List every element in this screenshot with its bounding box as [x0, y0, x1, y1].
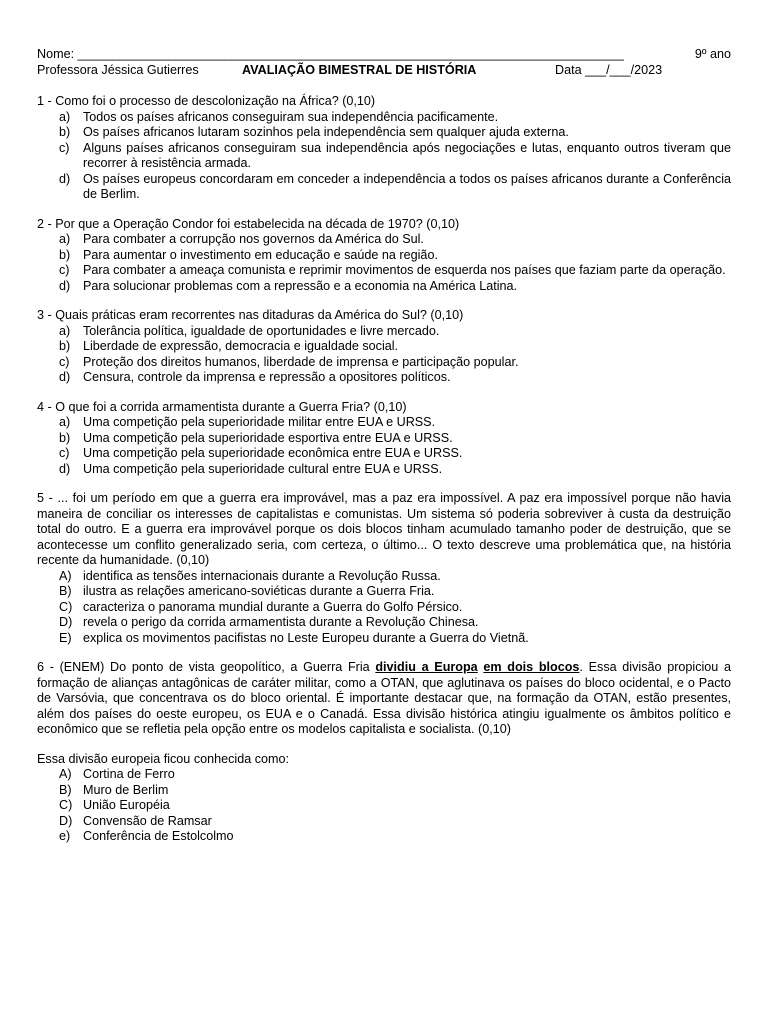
option-text: Para combater a ameaça comunista e reprimir movimentos de esquerda nos países que faziam parte da operação.	[83, 263, 726, 277]
option-marker: c)	[59, 446, 70, 460]
option-item	[37, 814, 731, 830]
option-item	[37, 248, 731, 264]
option-marker: B)	[59, 584, 72, 598]
option-marker: b)	[59, 247, 71, 262]
option-text: Muro de Berlim	[83, 782, 169, 797]
option-text: Os países africanos lutaram sozinhos pela independência sem qualquer ajuda externa.	[83, 125, 569, 139]
option-text: Todos os países africanos conseguiram sua independência pacificamente.	[83, 109, 499, 124]
option-marker: a)	[59, 415, 71, 429]
option-text: Alguns países africanos conseguiram sua independência após negociações e lutas, enquanto outros tiveram que recorrer à resistência armada.	[83, 140, 731, 170]
option-item	[37, 829, 731, 845]
option-item	[37, 279, 731, 295]
option-item	[37, 798, 731, 814]
option-item	[37, 415, 731, 431]
option-marker: c)	[59, 140, 70, 155]
question-title	[37, 660, 731, 738]
option-marker: c)	[59, 354, 70, 369]
option-text: Para solucionar problemas com a repressão e a economia na América Latina.	[83, 278, 518, 293]
option-marker: A)	[59, 767, 72, 781]
question-title: 1 - Como foi o processo de descolonização na África? (0,10)	[37, 94, 376, 108]
option-text: Uma competição pela superioridade militar entre EUA e URSS.	[83, 415, 436, 429]
grade-label: 9º ano	[694, 47, 731, 61]
option-text: Uma competição pela superioridade econômica entre EUA e URSS.	[83, 446, 463, 460]
option-item	[37, 339, 731, 355]
option-text: Censura, controle da imprensa e repressão a opositores políticos.	[83, 370, 451, 384]
option-marker: C)	[59, 599, 73, 614]
option-marker: a)	[59, 323, 71, 338]
option-text: Cortina de Ferro	[83, 767, 175, 781]
option-item	[37, 141, 731, 172]
option-text: Tolerância política, igualdade de oportunidades e livre mercado.	[83, 323, 440, 338]
option-marker: C)	[59, 798, 73, 812]
option-item	[37, 110, 731, 126]
question-4	[37, 400, 731, 478]
option-marker: b)	[59, 430, 71, 445]
question-title: 3 - Quais práticas eram recorrentes nas ditaduras da América do Sul? (0,10)	[37, 308, 464, 322]
option-text: Conferência de Estolcolmo	[83, 829, 234, 843]
option-item	[37, 783, 731, 799]
option-marker: d)	[59, 278, 71, 293]
option-item	[37, 431, 731, 447]
q6-text-part1: 6 - (ENEM) Do ponto de vista geopolítico, a Guerra Fria	[37, 660, 376, 674]
option-item	[37, 584, 731, 600]
option-item	[37, 370, 731, 386]
header-row-title	[37, 63, 731, 79]
question-6	[37, 660, 731, 845]
option-item	[37, 462, 731, 478]
option-text: Os países europeus concordaram em conceder a independência a todos os países africanos durante a Conferência de Berlim.	[83, 171, 731, 201]
option-item	[37, 631, 731, 647]
option-item	[37, 263, 731, 279]
option-marker: d)	[59, 370, 71, 384]
option-marker: c)	[59, 263, 70, 277]
teacher-name: Professora Jéssica Gutierres	[37, 63, 199, 77]
option-text: União Européia	[83, 798, 170, 812]
q6-underlined-2: em dois blocos	[483, 660, 580, 674]
option-text: Proteção dos direitos humanos, liberdade de imprensa e participação popular.	[83, 354, 519, 369]
option-item	[37, 125, 731, 141]
question-list	[37, 94, 731, 845]
option-item	[37, 172, 731, 203]
question-2	[37, 217, 731, 295]
option-text: Convensão de Ramsar	[83, 813, 212, 828]
option-item	[37, 355, 731, 371]
option-text: Uma competição pela superioridade cultural entre EUA e URSS.	[83, 461, 443, 476]
option-item	[37, 324, 731, 340]
option-marker: E)	[59, 630, 72, 645]
date-field: Data ___/___/2023	[555, 63, 663, 77]
option-marker: A)	[59, 568, 72, 583]
name-field-label: Nome: ______________________________________________________________________________	[37, 47, 624, 61]
option-item	[37, 600, 731, 616]
option-marker: B)	[59, 782, 72, 797]
option-marker: b)	[59, 125, 71, 139]
option-marker: D)	[59, 813, 73, 828]
question-3	[37, 308, 731, 386]
question-title: 2 - Por que a Operação Condor foi estabelecida na década de 1970? (0,10)	[37, 216, 460, 231]
option-item	[37, 767, 731, 783]
option-marker: a)	[59, 232, 71, 246]
option-marker: d)	[59, 171, 71, 186]
option-item	[37, 446, 731, 462]
header-row-name	[37, 47, 731, 63]
option-item	[37, 569, 731, 585]
option-marker: a)	[59, 109, 71, 124]
question-5	[37, 491, 731, 646]
option-marker: D)	[59, 615, 73, 629]
option-text: caracteriza o panorama mundial durante a Guerra do Golfo Pérsico.	[83, 599, 463, 614]
q6-text-part2: . Essa divisão propiciou a formação de alianças antagônicas de caráter militar, como a OTAN, que aglutinava os países do bloco ocidental, e o Pacto de Varsóvia, que concentrava os do bloco oriental. É importante destacar que, na formação da OTAN, estão presentes, além dos países do oeste europeu, os EUA e o Canadá. Essa divisão histórica atingiu igualmente os âmbitos político e econômico que se refletia pela opção entre os modelos capitalista e socialista. (0,10)	[37, 660, 731, 736]
question-title: 4 - O que foi a corrida armamentista durante a Guerra Fria? (0,10)	[37, 399, 407, 414]
option-text: Para aumentar o investimento em educação e saúde na região.	[83, 247, 438, 262]
exam-title: AVALIAÇÃO BIMESTRAL DE HISTÓRIA	[242, 63, 477, 77]
option-item	[37, 615, 731, 631]
option-text: ilustra as relações americano-soviéticas durante a Guerra Fria.	[83, 584, 435, 598]
question-title: 5 - ... foi um período em que a guerra era improvável, mas a paz era impossível. A paz era impossível porque não havia maneira de conciliar os interesses de capitalistas e comunistas. Um sistema só poderia sobreviver à custa da destruição total do outro. E a guerra era improvável porque os dois blocos tinham acumulado tamanho poder de destruição, que se acontecesse um conflito generalizado seria, com certeza, o último... O texto descreve uma problemática que, na história recente da humanidade. (0,10)	[37, 491, 731, 567]
question-1	[37, 94, 731, 203]
option-marker: b)	[59, 339, 71, 353]
option-marker: e)	[59, 829, 71, 843]
option-text: revela o perigo da corrida armamentista durante a Revolução Chinesa.	[83, 615, 479, 629]
q6-underlined-1: dividiu a Europa	[375, 660, 478, 674]
option-marker: d)	[59, 461, 71, 476]
option-text: Liberdade de expressão, democracia e igualdade social.	[83, 339, 399, 353]
q6-prompt: Essa divisão europeia ficou conhecida como:	[37, 751, 290, 766]
option-item	[37, 232, 731, 248]
option-text: Uma competição pela superioridade esportiva entre EUA e URSS.	[83, 430, 453, 445]
option-text: Para combater a corrupção nos governos da América do Sul.	[83, 232, 424, 246]
option-text: explica os movimentos pacifistas no Leste Europeu durante a Guerra do Vietnã.	[83, 630, 529, 645]
option-text: identifica as tensões internacionais durante a Revolução Russa.	[83, 568, 441, 583]
